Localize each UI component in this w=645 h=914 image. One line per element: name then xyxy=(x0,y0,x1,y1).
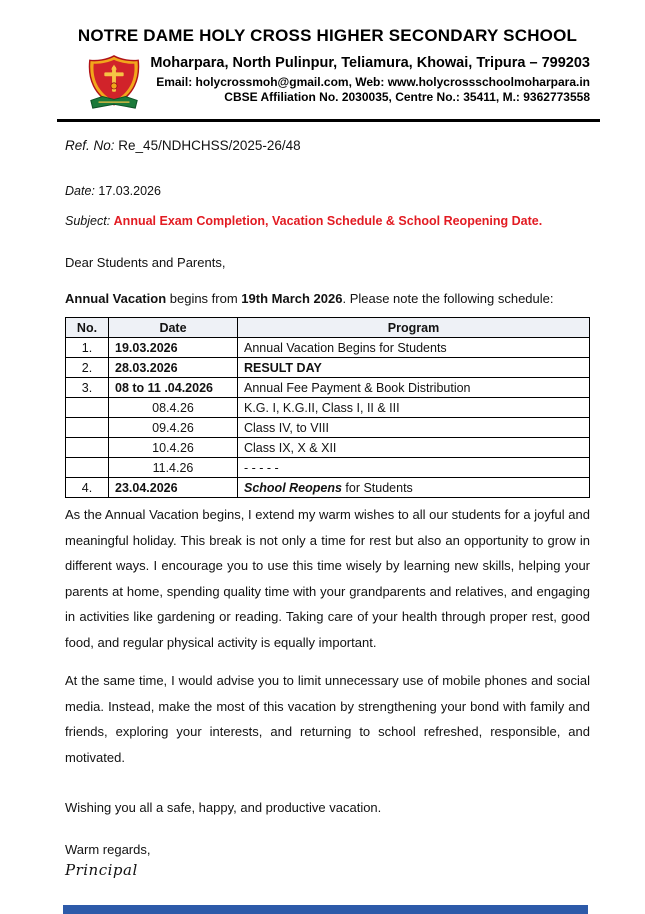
ref-label: Ref. No: xyxy=(65,138,115,153)
table-row xyxy=(66,358,590,378)
cell-no: 1. xyxy=(66,338,109,358)
cell-program xyxy=(238,398,590,418)
header-divider xyxy=(57,119,600,122)
intro-mid: begins from xyxy=(166,291,242,306)
cell-no xyxy=(66,438,109,458)
table-row xyxy=(66,438,590,458)
cell-program xyxy=(238,438,590,458)
intro-bold-date: 19th March 2026 xyxy=(241,291,343,306)
table-row xyxy=(66,378,590,398)
cell-no: 3. xyxy=(66,378,109,398)
cell-no xyxy=(66,418,109,438)
cell-no: 2. xyxy=(66,358,109,378)
program-text: RESULT DAY xyxy=(244,360,322,375)
intro-tail: . Please note the following schedule: xyxy=(342,291,554,306)
cell-program xyxy=(238,478,590,498)
cell-date: 28.03.2026 xyxy=(109,358,238,378)
school-affiliation: CBSE Affiliation No. 2030035, Centre No.: 35411, M.: 9362773558 xyxy=(224,89,590,104)
program-text: Class IX, X & XII xyxy=(244,440,337,455)
program-text: Annual Vacation Begins for Students xyxy=(244,340,447,355)
cell-date: 09.4.26 xyxy=(109,418,238,438)
cell-program xyxy=(238,418,590,438)
cell-date: 11.4.26 xyxy=(109,458,238,478)
school-contact: Email: holycrossmoh@gmail.com, Web: www.holycrossschoolmoharpara.in xyxy=(156,75,590,89)
cell-program xyxy=(238,458,590,478)
program-text: School Reopens xyxy=(244,480,342,495)
letterhead xyxy=(65,54,590,117)
header-program: Program xyxy=(238,318,590,338)
cell-date: 08.4.26 xyxy=(109,398,238,418)
header-date: Date xyxy=(109,318,238,338)
program-text: Class IV, to VIII xyxy=(244,420,329,435)
subject-line xyxy=(65,214,590,228)
cell-no xyxy=(66,398,109,418)
salutation: Dear Students and Parents, xyxy=(65,255,226,270)
cell-date: 19.03.2026 xyxy=(109,338,238,358)
body-paragraph-3: Wishing you all a safe, happy, and productive vacation. xyxy=(65,800,382,815)
table-header-row xyxy=(66,318,590,338)
header-no: No. xyxy=(66,318,109,338)
cell-date: 10.4.26 xyxy=(109,438,238,458)
schedule-table-body xyxy=(66,338,590,498)
ref-value: Re_45/NDHCHSS/2025-26/48 xyxy=(118,138,301,153)
footer-bar xyxy=(63,905,588,914)
closing-line: Warm regards, xyxy=(65,841,151,857)
program-text: for Students xyxy=(341,480,413,495)
cell-no: 4. xyxy=(66,478,109,498)
date-line xyxy=(65,184,590,198)
subject-value: Annual Exam Completion, Vacation Schedule & School Reopening Date. xyxy=(113,214,543,228)
vacation-schedule-table xyxy=(65,317,590,498)
cell-program xyxy=(238,338,590,358)
cell-date: 23.04.2026 xyxy=(109,478,238,498)
cell-no xyxy=(66,458,109,478)
intro-line xyxy=(65,291,590,306)
program-text: K.G. I, K.G.II, Class I, II & III xyxy=(244,400,400,415)
signature-principal: Principal xyxy=(65,860,138,879)
school-name: NOTRE DAME HOLY CROSS HIGHER SECONDARY SCHOOL xyxy=(77,26,578,45)
cell-program xyxy=(238,358,590,378)
cell-date: 08 to 11 .04.2026 xyxy=(109,378,238,398)
date-label: Date: xyxy=(65,184,95,198)
date-value: 17.03.2026 xyxy=(98,184,161,198)
cell-program xyxy=(238,378,590,398)
body-paragraph-1: As the Annual Vacation begins, I extend my warm wishes to all our students for a joyful and meaningful holiday. This break is not only a time for rest but also an opportunity to grow in different ways. I encourage you to use this time wisely by learning new skills, helping your parents at home, spending quality time with your grandparents and relatives, and engaging in activities like gardening or reading. Taking care of your health through proper rest, good food, and regular physical activity is equally important. xyxy=(65,507,590,650)
ref-number-line xyxy=(65,138,590,153)
school-crest-icon xyxy=(83,54,147,117)
subject-label: Subject: xyxy=(65,214,111,228)
table-row xyxy=(66,398,590,418)
program-text: Annual Fee Payment & Book Distribution xyxy=(244,380,471,395)
table-row xyxy=(66,458,590,478)
body-paragraph-2: At the same time, I would advise you to limit unnecessary use of mobile phones and social media. Instead, make the most of this vacation by strengthening your bond with family and friends, exploring your interests, and returning to school refreshed, responsible, and motivated. xyxy=(65,673,590,765)
intro-bold-annual-vacation: Annual Vacation xyxy=(65,291,167,306)
program-text: - - - - - xyxy=(244,460,279,475)
letterhead-text xyxy=(147,54,590,104)
table-row xyxy=(66,338,590,358)
table-row xyxy=(66,478,590,498)
school-address: Moharpara, North Pulinpur, Teliamura, Khowai, Tripura – 799203 xyxy=(150,55,590,71)
table-row xyxy=(66,418,590,438)
